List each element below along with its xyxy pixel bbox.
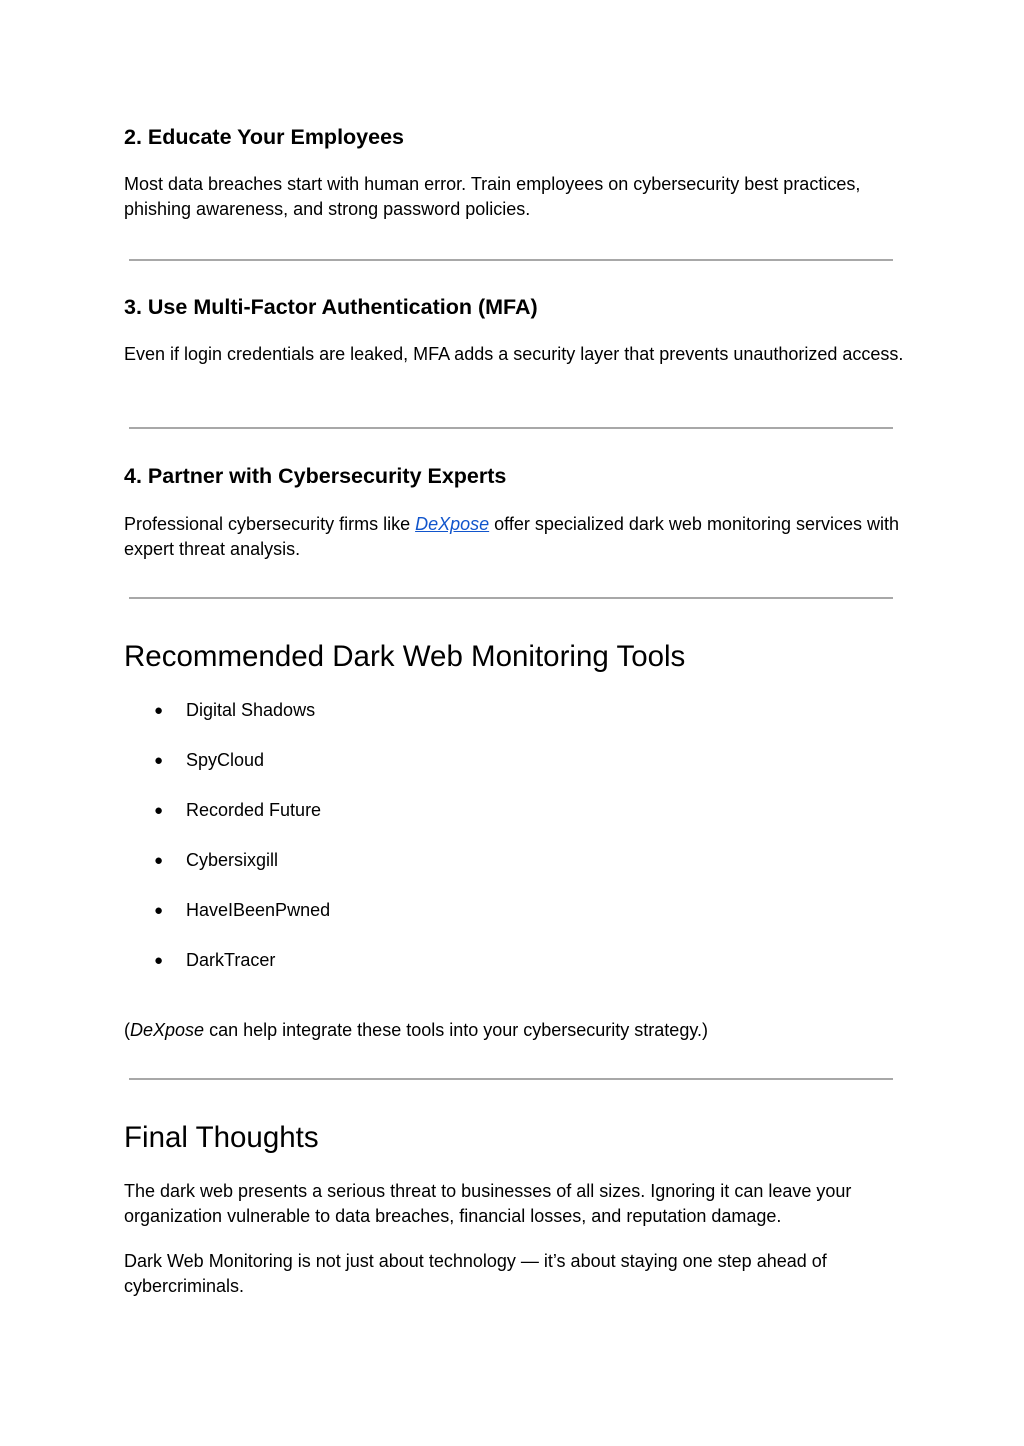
list-item-label: Digital Shadows xyxy=(186,700,316,720)
divider xyxy=(129,259,893,261)
bullet-icon: ● xyxy=(154,752,164,769)
tools-heading: Recommended Dark Web Monitoring Tools xyxy=(124,640,686,673)
dexpose-link[interactable]: DeXpose xyxy=(415,514,490,534)
divider xyxy=(129,1078,893,1080)
list-item-label: DarkTracer xyxy=(186,950,276,970)
tools-note xyxy=(124,1018,914,1043)
final-paragraph: Dark Web Monitoring is not just about technology — it’s about staying one step ahead of cybercriminals. xyxy=(124,1251,827,1296)
list-item-label: HaveIBeenPwned xyxy=(186,900,331,920)
bullet-icon: ● xyxy=(154,902,164,919)
list-item-label: Recorded Future xyxy=(186,800,322,820)
divider xyxy=(129,427,893,429)
bullet-icon: ● xyxy=(154,952,164,969)
section-text-mfa: Even if login credentials are leaked, MFA adds a security layer that prevents unauthorized access. xyxy=(124,344,904,364)
final-thoughts-heading: Final Thoughts xyxy=(124,1121,319,1154)
bullet-icon: ● xyxy=(154,802,164,819)
section-heading-partner-experts: 4. Partner with Cybersecurity Experts xyxy=(124,464,507,488)
final-paragraph: The dark web presents a serious threat to businesses of all sizes. Ignoring it can leave your organization vulnerable to data breaches, financial losses, and reputation damage. xyxy=(124,1181,852,1226)
text-before-link: Professional cybersecurity firms like xyxy=(124,514,416,534)
list-item-label: SpyCloud xyxy=(186,750,265,770)
bullet-icon: ● xyxy=(154,702,164,719)
divider xyxy=(129,597,893,599)
section-heading-educate-employees: 2. Educate Your Employees xyxy=(124,125,405,149)
note-open-paren: ( xyxy=(124,1020,130,1040)
section-heading-mfa: 3. Use Multi-Factor Authentication (MFA) xyxy=(124,295,538,319)
section-text-partner-experts xyxy=(124,512,914,562)
list-item-label: Cybersixgill xyxy=(186,850,279,870)
note-rest: can help integrate these tools into your cybersecurity strategy.) xyxy=(204,1020,708,1040)
text-after-link: offer specialized dark web monitoring services with expert threat analysis. xyxy=(124,514,900,559)
section-text-educate-employees: Most data breaches start with human error. Train employees on cybersecurity best practices, phishing awareness, and strong password policies. xyxy=(124,174,861,219)
note-brand: DeXpose xyxy=(130,1020,205,1040)
bullet-icon: ● xyxy=(154,852,164,869)
